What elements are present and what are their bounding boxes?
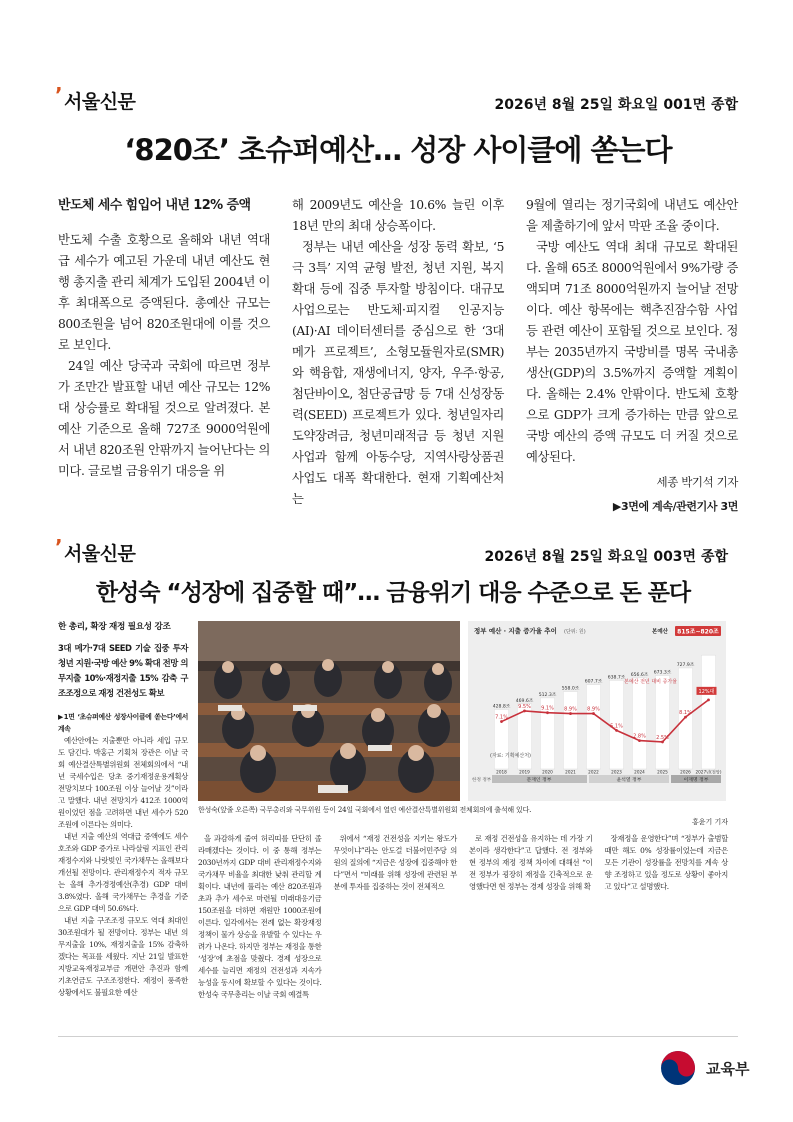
- lead-summary: 3대 메가·7대 SEED 기술 집중 투자 청년 지원·국방 예산 9% 확대 전망 의무지출 10%·재정지출 15% 감축 구조조정으로 재정 건전성도 확보: [58, 643, 188, 698]
- page-info: 2026년 8월 25일 화요일 001면 종합: [494, 97, 738, 113]
- growth-rate-label: 8.9%: [587, 706, 600, 713]
- ministry-name: 교육부: [706, 1059, 750, 1078]
- bar-value-label: 638.7조: [607, 675, 626, 681]
- growth-rate-label: 8.9%: [564, 706, 577, 713]
- growth-point: [500, 720, 503, 723]
- x-tick-label: 2023: [611, 769, 622, 775]
- gov-label-yoon: 윤석열 정부: [616, 778, 642, 783]
- gov-label-lee: 이재명 정부: [683, 778, 709, 783]
- growth-point: [684, 716, 687, 719]
- left-column: [58, 621, 188, 1001]
- body-column-2: [334, 833, 458, 1001]
- paragraph: 반도체 수출 호황으로 올해와 내년 역대급 세수가 예고된 가운데 내년 예산도 현행 총지출 관리 체계가 도입된 2004년 이후 최대폭으로 증액된다. 총예산 규모는 800조원을 넘어 820조원대에 이를 것으로 보인다.: [58, 233, 270, 352]
- growth-point: [592, 712, 595, 715]
- photo-caption: 한성숙(앞줄 오른쪽) 국무총리와 국무위원 등이 24일 국회에서 열린 예산결산특별위원회 전체회의에 출석해 있다.: [198, 806, 532, 814]
- article-body: [58, 195, 738, 517]
- headline: 한성숙 “성장에 집중할 때”… 금융위기 대응 수준으로 돈 푼다: [95, 580, 691, 606]
- paragraph: 장재정을 운영한다”며 “정부가 출범할 때만 해도 0% 성장률이었는데 지금은 모든 기관이 성장률을 전망치를 계속 상향 조정하고 있을 정도로 상황이 좋아지고 있다”고 설명했다.: [604, 834, 728, 891]
- growth-point: [546, 711, 549, 714]
- x-tick-label: 2022: [588, 769, 599, 775]
- bar-value-label: 512.3조: [538, 692, 557, 698]
- x-tick-label: 2018: [496, 769, 507, 775]
- growth-point: [661, 741, 664, 744]
- paragraph: 내년 지출 예산의 역대급 증액에도 세수 호조와 GDP 증가로 나라살림 지표인 관리재정수지와 나랏빚인 국가채무는 올해보다 개선될 전망이다. 관리재정수지 적자 규모는 올해 추가경정예산(추경) GDP 대비 3.8%였다. 올해 국가채무는 추경을 기준으로 GDP 대비 50.6%다.: [58, 832, 188, 913]
- budget-chart: [468, 621, 726, 801]
- chart-unit-note: (단위: 원): [564, 629, 586, 635]
- chart-source: (자료: 기획예산처): [490, 753, 531, 759]
- photo-credit: 홍윤기 기자: [691, 818, 728, 826]
- newspaper-logo: ’ 서울신문: [55, 83, 136, 113]
- bar-value-label: 673.3조: [653, 670, 672, 676]
- growth-rate-label: 5.1%: [610, 723, 623, 730]
- growth-rate-label: 9.1%: [541, 705, 554, 712]
- growth-point: [638, 739, 641, 742]
- paragraph: 예산안에는 지출뿐만 아니라 세입 규모도 담긴다. 박홍근 기획처 장관은 이날 국회 예산결산특별위원회 전체회의에서 “내년 국세수입은 당초 중기재정운용계획상 전망치보다 100조원 이상 늘어날 것”이라고 말했다. 내년 전망치가 412조 1000억원이었던 점을 고려하면 내년 세수가 520조원에 이른다는 의미다.: [58, 736, 188, 829]
- x-tick-label: 2021: [565, 769, 576, 775]
- bar-value-label: 607.7조: [584, 679, 603, 685]
- budget-chart-svg: [468, 621, 726, 801]
- bar-value-label: 727.9조: [676, 662, 695, 668]
- growth-rate-label: 2.5%: [656, 734, 669, 741]
- growth-rate-label: 8.1%: [679, 710, 692, 717]
- column-1: [58, 195, 270, 517]
- footer-divider: [58, 1036, 738, 1037]
- growth-point: [569, 712, 572, 715]
- gov-label-moon: 문재인 정부: [526, 778, 552, 783]
- x-tick-label: 2025: [657, 769, 668, 775]
- growth-line: [502, 700, 709, 742]
- body-column-4: [605, 833, 729, 1001]
- body-columns: [198, 833, 728, 1001]
- paragraph: 해 2009년도 예산을 10.6% 늘린 이후 18년 만의 최대 상승폭이다.: [292, 198, 504, 233]
- chart-title: 정부 예산 · 지출 증가율 추이: [474, 627, 557, 635]
- growth-point: [615, 729, 618, 732]
- article-1: [55, 83, 738, 517]
- growth-rate-label: 12%대: [698, 688, 715, 695]
- subhead: 반도체 세수 힘입어 내년 12% 증액: [58, 198, 251, 213]
- masthead: [55, 535, 728, 566]
- growth-rate-label: 2.8%: [633, 733, 646, 740]
- paragraph: 위에서 “재정 건전성을 지키는 왕도가 무엇이냐”라는 안도걸 더불어민주당 의원의 질의에 “지금은 성장에 집중해야 한다”면서 “미래를 위해 성장에 관련된 부분에 투자를 집중하는 것이 전체적으: [333, 834, 457, 891]
- masthead: [55, 83, 738, 114]
- taegeuk-icon: [658, 1048, 698, 1088]
- chart-headline-label: 본예산: [652, 629, 668, 635]
- continued-from-note: ▶1면 ‘초슈퍼예산 성장사이클에 쏟는다’에서 계속: [58, 713, 188, 733]
- bar-2025: [655, 676, 669, 769]
- paragraph: 9월에 열리는 정기국회에 내년도 예산안을 제출하기에 앞서 막판 조율 중이다.: [526, 198, 738, 233]
- x-tick-label: 2027년(전망): [695, 769, 722, 775]
- bar-value-label: 558.0조: [561, 686, 580, 692]
- paragraph: 을 과감하게 줄여 허리띠를 단단히 졸라매겠다는 것이다. 이 중 통해 정부는 2030년까지 GDP 대비 관리재정수지와 국가채무 비율을 최대한 낮춰 관리할 계획이다. 내년에 풀리는 예산 820조원과 초과 추가 세수로 마련될 미래대응기금 150조원을 더하면 재원만 1000조원에 이른다. 일각에서는 전례 없는 확장재정 정책이 물가 상승을 유발할 수 있다는 우려가 나온다. 하지만 정부는 재정을 통한 ‘성장’에 초점을 맞췄다. 경제 성장으로 세수를 늘리면 재정의 건전성과 지속가능성을 동시에 확보할 수 있다는 것이다. 한성숙 국무총리는 이날 국회 예결특: [198, 834, 322, 999]
- body-column-1: [198, 833, 322, 1001]
- gov-prefix: 한정 정부: [472, 778, 492, 783]
- bar-value-label: 469.6조: [515, 698, 534, 704]
- bar-2024: [632, 678, 646, 769]
- growth-point: [523, 710, 526, 713]
- bar-2027년(전망): [698, 655, 715, 769]
- chart-headline-value: 815조~820조: [677, 628, 719, 636]
- paragraph: 24일 예산 당국과 국회에 따르면 정부가 조만간 발표할 내년 예산 규모는 12% 대 상승률로 확대될 것으로 알려졌다. 본예산 기준으로 올해 727조 9000억원에서 내년 820조원 안팎까지 늘어난다는 의미다. 글로벌 금융위기 대응을 위: [58, 359, 270, 478]
- column-2: [292, 195, 504, 517]
- right-area: [198, 621, 728, 1001]
- chart-legend-series: 본예산 전년 대비 증가율: [624, 679, 678, 685]
- x-tick-label: 2026: [680, 769, 691, 775]
- assembly-photo-image: [198, 621, 460, 801]
- paragraph: 정부는 내년 예산을 성장 동력 확보, ‘5극 3특’ 지역 균형 발전, 청년 지원, 복지 확대 등에 집중 투자할 방침이다. 대규모 사업으로는 반도체·피지컬 인공지능(AI)·AI 데이터센터를 중심으로 한 ‘3대 메가 프로젝트’, 소형모듈원자로(SMR)와 핵융합, 재생에너지, 양자, 우주·항공, 첨단바이오, 첨단공급망 등 7대 신성장동력(SEED) 프로젝트가 있다. 청년일자리도약장려금, 청년미래적금 등 청년 지원 사업과 함께 아동수당, 지역사랑상품권 사업도 대폭 확대한다. 현재 기획예산처는: [292, 240, 504, 506]
- article-2: [55, 535, 728, 1001]
- bar-2021: [563, 692, 577, 769]
- bar-2022: [586, 685, 600, 769]
- byline: 세종 박기석 기자: [656, 475, 738, 489]
- x-tick-label: 2020: [542, 769, 553, 775]
- headline: ‘820조’ 초슈퍼예산… 성장 사이클에 쏟는다: [124, 133, 672, 167]
- x-tick-label: 2024: [634, 769, 645, 775]
- growth-rate-label: 7.1%: [495, 714, 508, 721]
- bar-value-label: 428.8조: [492, 704, 511, 710]
- article-body: [58, 621, 728, 1001]
- bar-value-label: 656.6조: [630, 672, 649, 678]
- paragraph: 국방 예산도 역대 최대 규모로 확대된다. 올해 65조 8000억원에서 9%가량 증액되며 71조 8000억원까지 늘어날 전망이다. 예산 항목에는 핵추진잠수함 사업 등 관련 예산이 포함될 것으로 보인다. 정부는 2035년까지 국방비를 명목 국내총생산(GDP)의 3.5%까지 증액할 계획이다. 올해는 2.4% 안팎이다. 반도체 호황으로 GDP가 크게 증가하는 만큼 앞으로 국방 예산의 증액 규모도 더 커질 것으로 예상된다.: [526, 240, 738, 464]
- news-photo: [198, 621, 460, 801]
- growth-rate-label: 9.5%: [518, 703, 531, 710]
- paragraph: 로 재정 건전성을 유지하는 데 가장 기본이라 생각한다”고 답했다. 전 정부와 현 정부의 재정 정책 차이에 대해선 “이전 정부가 굉장히 재정을 긴축적으로 운영했다면 현 정부는 경제 성장을 위해 확: [469, 834, 593, 891]
- newspaper-logo: ’ 서울신문: [55, 535, 136, 565]
- growth-point: [707, 698, 710, 701]
- column-3: [526, 195, 738, 517]
- continued-note: ▶3면에 계속/관련기사 3면: [612, 500, 738, 513]
- page-info: 2026년 8월 25일 화요일 003면 종합: [484, 549, 728, 565]
- body-column-3: [469, 833, 593, 1001]
- ministry-logo: [658, 1048, 749, 1088]
- kicker: 한 총리, 확장 재정 필요성 강조: [58, 622, 171, 632]
- x-tick-label: 2019: [519, 769, 530, 775]
- paragraph: 내년 지출 구조조정 규모도 역대 최대인 30조원대가 될 전망이다. 정부는 내년 의무지출을 10%, 재정지출을 15% 감축하겠다는 목표를 세웠다. 지난 21일 발표한 지방교육재정교부금 개편안 추진과 함께 기초연금도 구조조정한다. 재정이 풍족한 상황에서도 불필요한 예산: [58, 916, 188, 997]
